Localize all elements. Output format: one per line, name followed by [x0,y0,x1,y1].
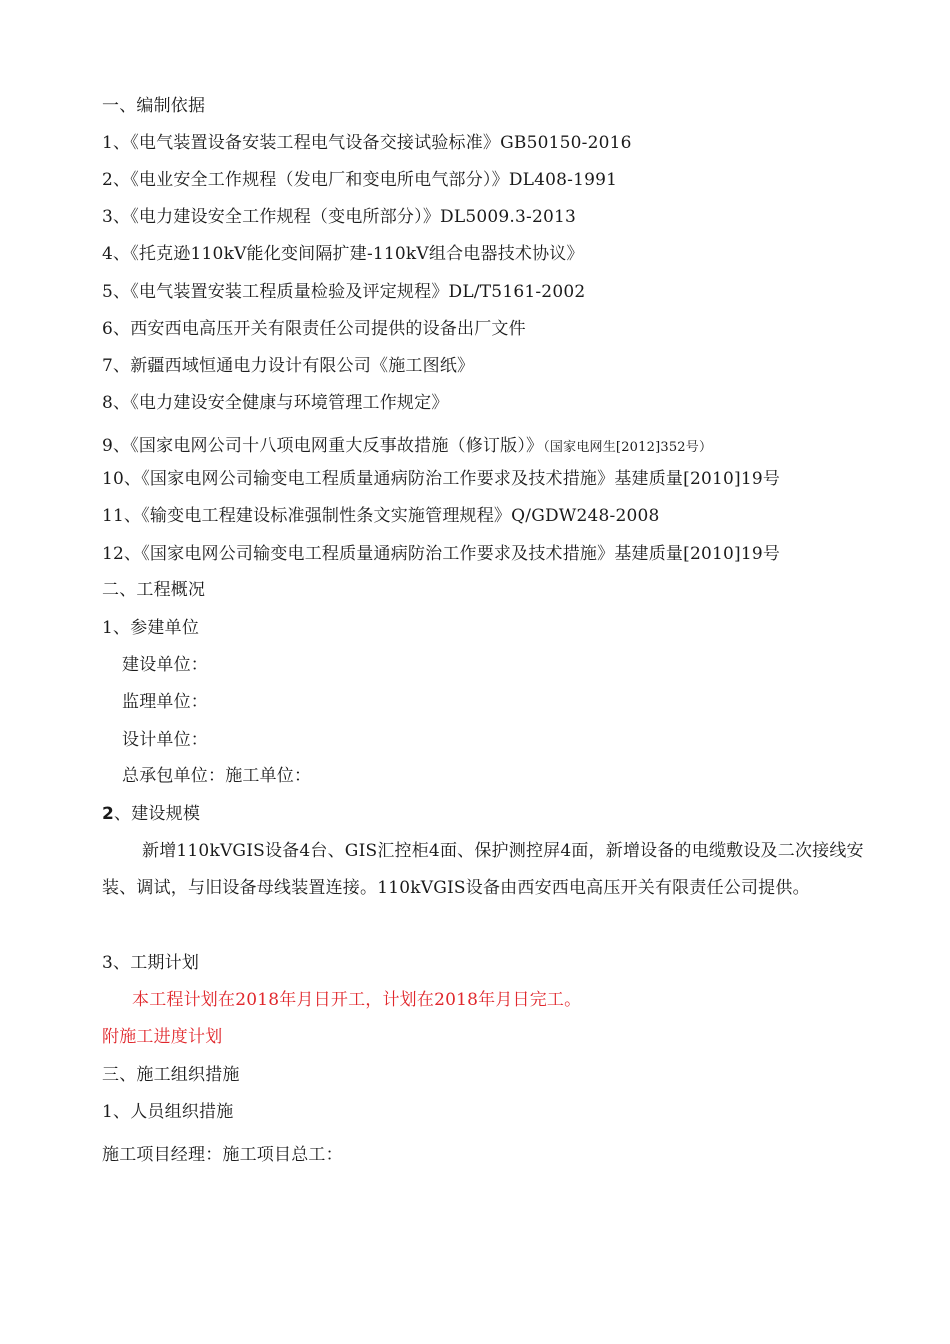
section-3-title: 三、施工组织措施 [102,1065,240,1085]
subsection-schedule-title: 3、工期计划 [102,953,200,973]
reference-6: 6、西安西电高压开关有限责任公司提供的设备出厂文件 [102,319,526,339]
managers-label: 施工项目经理：施工项目总工： [102,1145,343,1165]
section-2-title: 二、工程概况 [102,580,206,600]
reference-2: 2、《电业安全工作规程（发电厂和变电所电气部分）》DL408-1991 [102,170,618,190]
subsection-scale-label: 、建设规模 [114,804,201,824]
construction-scale-paragraph: 新增110kVGIS设备4台、GIS汇控柜4面、保护测控屏4面，新增设备的电缆敷设及二次接线安装、调试，与旧设备母线装置连接。110kVGIS设备由西安西电高压开关有限责任公司提供。 [102,841,864,898]
reference-7: 7、新疆西域恒通电力设计有限公司《施工图纸》 [102,356,475,376]
builder-unit-label: 建设单位： [122,655,208,675]
reference-8: 8、《电力建设安全健康与环境管理工作规定》 [102,393,449,413]
reference-1: 1、《电气装置设备安装工程电气设备交接试验标准》GB50150-2016 [102,133,632,153]
reference-9-suffix: （国家电网生[2012]352号） [543,440,713,455]
schedule-attachment: 附施工进度计划 [102,1027,223,1047]
subsection-scale-title [102,803,200,825]
reference-3: 3、《电力建设安全工作规程（变电所部分）》DL5009.3-2013 [102,207,577,227]
reference-4: 4、《托克逊110kV能化变间隔扩建-110kV组合电器技术协议》 [102,244,584,264]
section-1-title: 一、编制依据 [102,96,206,116]
reference-11: 11、《输变电工程建设标准强制性条文实施管理规程》Q/GDW248-2008 [102,506,660,526]
reference-10: 10、《国家电网公司输变电工程质量通病防治工作要求及技术措施》基建质量[2010]19号 [102,469,781,489]
contractor-unit-label: 总承包单位：施工单位： [122,766,312,786]
reference-5: 5、《电气装置安装工程质量检验及评定规程》DL/T5161-2002 [102,282,586,302]
schedule-text: 本工程计划在2018年月日开工，计划在2018年月日完工。 [132,990,582,1010]
subsection-personnel-title: 1、人员组织措施 [102,1102,234,1122]
reference-9-text: 9、《国家电网公司十八项电网重大反事故措施（修订版）》 [102,436,544,456]
subsection-scale-number: 2 [102,804,115,824]
supervisor-unit-label: 监理单位： [122,692,208,712]
reference-12: 12、《国家电网公司输变电工程质量通病防治工作要求及技术措施》基建质量[2010]19号 [102,544,781,564]
subsection-participants-title: 1、参建单位 [102,618,200,638]
reference-9 [102,435,712,459]
designer-unit-label: 设计单位： [122,730,208,750]
